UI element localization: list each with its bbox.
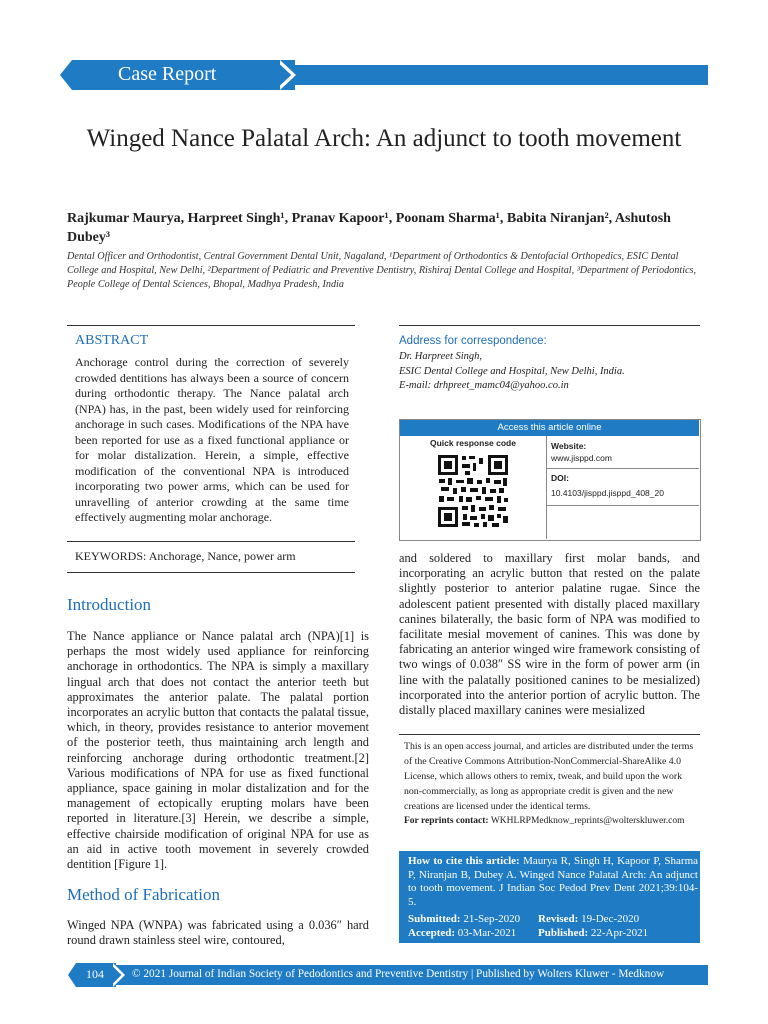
submitted-label: Submitted: <box>408 913 461 925</box>
access-heading: Access this article online <box>400 420 699 436</box>
website-link[interactable]: www.jisppd.com <box>551 453 612 463</box>
revised-value: 19-Dec-2020 <box>581 913 640 925</box>
revised-label: Revised: <box>538 913 579 925</box>
method-continued-text: and soldered to maxillary first molar bands, and incorporating an acrylic button that rested on the palate slightly posterior to anterior palatine rugae. Since the adolescent patient presented with distally placed maxillary canines bilaterally, the basic form of NPA was modified to facilitate mesial movement of canines. This was done by fabricating an anterior winged wire framework consisting of two wings of 0.038″ SS wire in the form of power arm (in line with the palatally positioned canines to be mesialized) incorporated into the anterior portion of acrylic button. The distally placed maxillary canines were mesialized <box>399 551 700 718</box>
introduction-heading: Introduction <box>67 595 152 614</box>
accepted-date <box>408 927 516 939</box>
published-label: Published: <box>538 927 589 939</box>
abstract-top-rule <box>67 325 355 326</box>
correspondence-email[interactable]: E-mail: drhpreet_mamc04@yahoo.co.in <box>399 380 569 391</box>
submitted-date <box>408 913 520 925</box>
doi-label: DOI: <box>551 473 569 483</box>
abstract-heading: ABSTRACT <box>75 333 149 348</box>
citation-label: How to cite this article: <box>408 855 520 867</box>
access-divider <box>546 436 547 539</box>
correspondence-address: ESIC Dental College and Hospital, New Delhi, India. <box>399 365 625 377</box>
abstract-text: Anchorage control during the correction of severely crowded dentitions has always been a source of concern during orthodontic therapy. The Nance palatal arch (NPA) has, in the past, been widely used for reinforcing anchorage in such cases. Modifications of the NPA have been reported for use as a fixed functional appliance or for molar distalization. Herein, a simple, effective modification of the conventional NPA is introduced incorporating two power arms, which can be used for unravelling of anterior crowding at the same time effectively augmenting molar anchorage. <box>75 355 349 524</box>
page-number: 104 <box>86 967 104 981</box>
qr-label: Quick response code <box>430 438 516 448</box>
access-divider <box>546 505 699 506</box>
accepted-value: 03-Mar-2021 <box>457 927 517 939</box>
correspondence-name: Dr. Harpreet Singh, <box>399 351 483 362</box>
article-title: Winged Nance Palatal Arch: An adjunct to tooth movement <box>86 125 682 152</box>
introduction-text: The Nance appliance or Nance palatal arch (NPA)[1] is perhaps the most widely used appliance for reinforcing anchorage in orthodontics. The NPA is simply a maxillary lingual arch that does not contact the anterior teeth but approximates the anterior palate. The palatal portion incorporates an acrylic button that contacts the palatal tissue, which, in theory, provides resistance to anterior movement of the posterior teeth, thus maintaining arch length and reinforcing anchorage during orthodontic treatment.[2] Various modifications of NPA for use as fixed functional appliance, space gaining in molar distalization and for the management of ectopically erupting molars have been reported in literature.[3] Herein, we describe a simple, effective chairside modification of original NPA for use as an aid in active tooth movement in severely crowded dentition [Figure 1]. <box>67 629 369 872</box>
correspondence-details <box>399 350 625 394</box>
method-heading: Method of Fabrication <box>67 885 220 904</box>
footer-copyright: © 2021 Journal of Indian Society of Pedodontics and Preventive Dentistry | Published by Wolters Kluwer - Medknow <box>132 968 665 980</box>
header-rule <box>290 65 708 85</box>
license-text: This is an open access journal, and articles are distributed under the terms of the Creative Commons Attribution-NonCommercial-ShareAlike 4.0 License, which allows others to remix, tweak, and build upon the work non-commercially, as long as appropriate credit is given and the new creations are licensed under the identical terms. <box>404 741 694 812</box>
access-divider <box>546 468 699 469</box>
keywords-label: KEYWORDS: <box>75 549 147 563</box>
keywords-line <box>75 549 296 564</box>
method-text: Winged NPA (WNPA) was fabricated using a 0.036″ hard round drawn stainless steel wire, contoured, <box>67 918 369 948</box>
affiliations: Dental Officer and Orthodontist, Central Government Dental Unit, Nagaland, ¹Department of Orthodontics & Dentofacial Orthopedics, ESIC Dental College and Hospital, New Delhi, ²Department of Pediatric and Preventive Dentistry, Rishiraj Dental College and Hospital, ³Department of Periodontics, People College of Dental Sciences, Bhopal, Madhya Pradesh, India <box>67 251 697 290</box>
published-value: 22-Apr-2021 <box>590 927 649 939</box>
correspondence-heading: Address for correspondence: <box>399 335 547 347</box>
citation-body: Maurya R, Singh H, Kapoor P, Sharma P, Niranjan B, Dubey A. Winged Nance Palatal Arch: An adjunct to tooth movement. J Indian Soc Pedod Prev Dent 2021;39:104-5. <box>408 855 699 908</box>
correspondence-top-rule <box>399 325 700 326</box>
author-list: Rajkumar Maurya, Harpreet Singh¹, Pranav Kapoor¹, Poonam Sharma¹, Babita Niranjan², Ashutosh Dubey³ <box>67 211 671 245</box>
submitted-value: 21-Sep-2020 <box>463 913 521 925</box>
reprints-email[interactable]: WKHLRPMedknow_reprints@wolterskluwer.com <box>490 816 685 826</box>
website-label: Website: <box>551 441 587 451</box>
qr-code-icon[interactable] <box>437 454 509 528</box>
keywords-top-rule <box>67 541 355 542</box>
article-type-label: Case Report <box>118 63 217 85</box>
keywords-bottom-rule <box>67 572 355 573</box>
revised-date <box>538 913 639 925</box>
license-top-rule <box>399 734 700 735</box>
keywords-value: Anchorage, Nance, power arm <box>148 549 296 563</box>
doi-link[interactable]: 10.4103/jisppd.jisppd_408_20 <box>551 488 664 498</box>
reprints-line <box>404 816 704 826</box>
citation-text <box>408 855 698 909</box>
accepted-label: Accepted: <box>408 927 456 939</box>
reprints-label: For reprints contact: <box>404 816 489 826</box>
published-date <box>538 927 648 939</box>
